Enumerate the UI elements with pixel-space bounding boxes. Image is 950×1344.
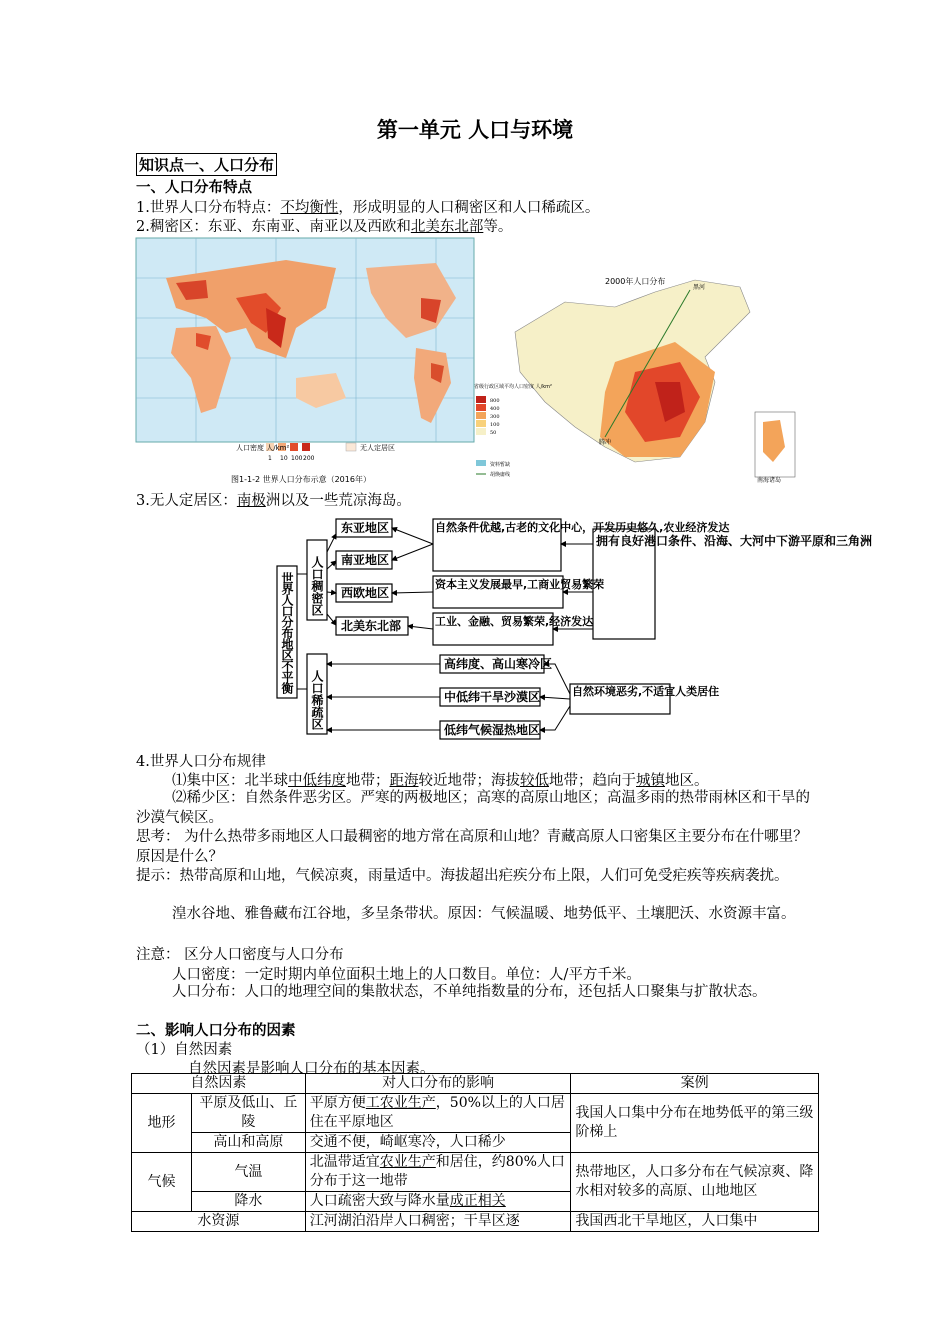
flow-reason-1: 自然条件优越,古老的文化中心，开发历史悠久,农业经济发达 <box>435 521 730 534</box>
world-legend-value: 10 <box>280 455 288 462</box>
flow-reason-2: 资本主义发展最早,工商业贸易繁荣 <box>435 578 605 591</box>
table-cell: 江河湖泊沿岸人口稠密；干旱区逐 <box>305 1212 571 1232</box>
table-row <box>132 1153 819 1192</box>
flow-sparse-area: 中低纬干旱沙漠区 <box>444 690 541 704</box>
flow-region: 东亚地区 <box>341 521 390 535</box>
flow-region: 北美东北部 <box>341 619 402 633</box>
line-2: 2.稠密区：东亚、东南亚、南亚以及西欧和北美东北部等。 <box>136 219 513 235</box>
table-row <box>132 1094 819 1133</box>
table-cell: 气温 <box>191 1153 305 1192</box>
table-row <box>132 1212 819 1232</box>
table-header: 对人口分布的影响 <box>305 1074 571 1094</box>
table-row <box>132 1074 819 1094</box>
flow-sparse-area: 低纬气候湿热地区 <box>444 723 541 737</box>
flow-common-reason: 拥有良好港口条件、沿海、大河中下游平原和三角洲 <box>596 534 873 548</box>
table-cell: 我国西北干旱地区，人口集中 <box>571 1212 819 1232</box>
china-population-map <box>505 272 810 484</box>
knowledge-point-heading: 知识点一、人口分布 <box>136 153 277 176</box>
section-4-heading: 4.世界人口分布规律 <box>136 754 266 770</box>
china-map-legend <box>472 380 553 484</box>
flow-region: 西欧地区 <box>341 586 390 600</box>
table-cell: 气候 <box>132 1153 192 1212</box>
flow-dense: 人口稠密区 <box>310 556 324 616</box>
table-cell: 交通不便，崎岖寒冷，人口稀少 <box>305 1133 571 1153</box>
flow-region: 南亚地区 <box>341 553 390 567</box>
natural-factors-intro: 自然因素是影响人口分布的基本因素。 <box>188 1061 435 1077</box>
population-distribution-flowchart <box>270 514 873 744</box>
china-legend-value: 100 <box>490 422 500 428</box>
china-legend-value: 300 <box>490 414 500 420</box>
note: 注意： 区分人口密度与人口分布 <box>136 947 344 963</box>
density-def: 人口密度：一定时期内单位面积土地上的人口数目。单位：人/平方千米。 <box>172 967 641 983</box>
china-legend-value: 400 <box>490 406 500 412</box>
china-map-title: 2000年人口分布 <box>605 277 666 286</box>
flow-sparse: 人口稀疏区 <box>310 670 324 730</box>
table-cell: 降水 <box>191 1192 305 1212</box>
world-legend-label: 人口密度 人/km² <box>236 444 290 452</box>
section-heading-1: 一、人口分布特点 <box>136 180 252 196</box>
world-population-map <box>136 238 476 486</box>
natural-factors-sub: （1）自然因素 <box>136 1042 233 1058</box>
table-header: 自然因素 <box>132 1074 306 1094</box>
table-cell: 人口疏密大致与降水量成正相关 <box>305 1192 571 1212</box>
flow-reason-3: 工业、金融、贸易繁荣,经济发达 <box>435 615 594 628</box>
china-inset-label: 南海诸岛 <box>757 477 782 484</box>
think-question: 思考： 为什么热带多雨地区人口最稠密的地方常在高原和山地？青藏高原人口密集区主要分布在什哪里？原因是什么？ <box>136 829 808 865</box>
world-legend-value: 1 <box>268 455 272 462</box>
china-legend-title: 省级行政区域平均人口密度 人/km² <box>474 384 553 390</box>
world-legend-none: 无人定居区 <box>360 444 395 452</box>
world-legend-value: 200 <box>303 455 315 462</box>
table-cell: 水资源 <box>132 1212 306 1232</box>
table-header: 案例 <box>571 1074 819 1094</box>
china-legend-extra: 资料暂缺 <box>490 462 511 468</box>
flow-sparse-reason: 自然环境恶劣,不适宜人类居住 <box>572 685 720 698</box>
page-title: 第一单元 人口与环境 <box>376 118 574 142</box>
china-city-label: 黑河 <box>693 284 706 291</box>
table-cell: 地形 <box>132 1094 192 1153</box>
china-city-label: 腾冲 <box>599 439 612 446</box>
section-heading-2: 二、影响人口分布的因素 <box>136 1023 296 1039</box>
rule-sparse: ⑵稀少区：自然条件恶劣区。严寒的两极地区；高寒的高原山地区；高温多雨的热带雨林区和干旱的沙漠气候区。 <box>136 790 810 826</box>
table-cell: 高山和高原 <box>191 1133 305 1153</box>
world-map-caption: 图1-1-2 世界人口分布示意（2016年） <box>231 475 371 484</box>
table-cell: 北温带适宜农业生产和居住，约80%人口分布于这一地带 <box>305 1153 571 1192</box>
china-legend-value: 800 <box>490 398 500 404</box>
distribution-def: 人口分布：人口的地理空间的集散状态，不单纯指数量的分布，还包括人口聚集与扩散状态。 <box>172 984 767 1000</box>
rule-concentrated: ⑴集中区：北半球中低纬度地带；距海较近地带；海拔较低地带；趋向于城镇地区。 <box>172 773 709 789</box>
table-cell: 平原方便工农业生产，50%以上的人口居住在平原地区 <box>305 1094 571 1133</box>
table-cell: 热带地区，人口多分布在气候凉爽、降水相对较多的高原、山地地区 <box>571 1153 819 1212</box>
hint-1: 提示：热带高原和山地，气候凉爽，雨量适中。海拔超出疟疾分布上限，人们可免受疟疾等疾病袭扰。 <box>136 868 789 884</box>
table-cell: 我国人口集中分布在地势低平的第三级阶梯上 <box>571 1094 819 1153</box>
world-legend-value: 100 <box>291 455 303 462</box>
line-3: 3.无人定居区：南极洲以及一些荒凉海岛。 <box>136 493 411 509</box>
china-legend-value: 50 <box>490 430 497 436</box>
flow-sparse-area: 高纬度、高山寒冷区 <box>444 657 553 671</box>
hint-2: 湟水谷地、雅鲁藏布江谷地，多呈条带状。原因：气候温暖、地势低平、土壤肥沃、水资源丰富。 <box>172 906 796 922</box>
flow-root: 世界人口分布地区不平衡 <box>280 571 294 693</box>
china-legend-extra: 胡焕庸线 <box>490 472 511 478</box>
natural-factors-table <box>131 1073 819 1232</box>
line-1: 1.世界人口分布特点：不均衡性，形成明显的人口稠密区和人口稀疏区。 <box>136 200 600 216</box>
table-cell: 平原及低山、丘陵 <box>191 1094 305 1133</box>
